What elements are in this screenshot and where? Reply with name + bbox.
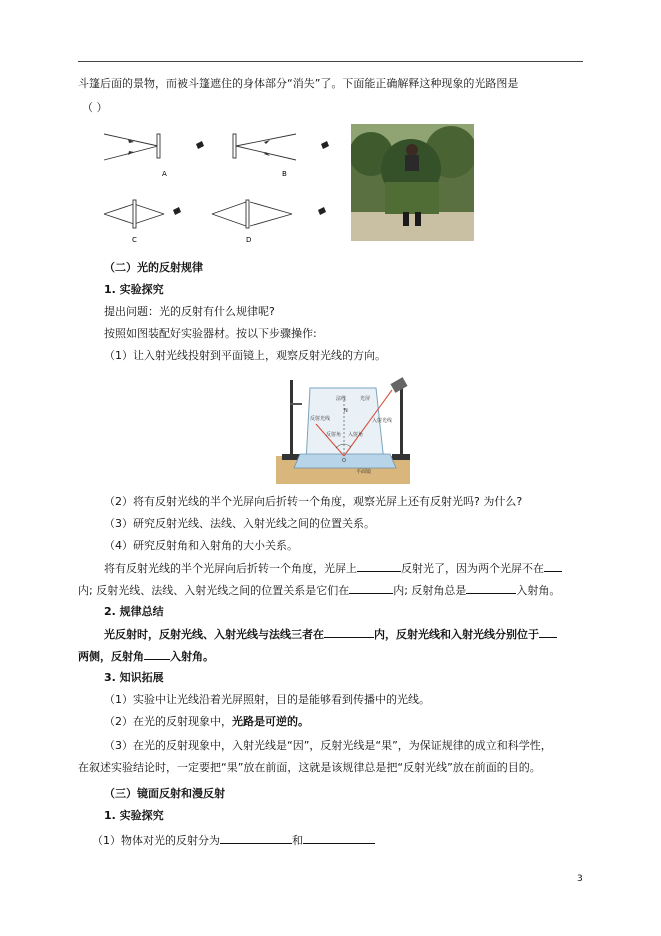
fill-text-c: 内; 反射光线、法线、入射光线之间的位置关系是它们在 bbox=[78, 584, 350, 597]
optics-ray-diagrams bbox=[96, 126, 346, 246]
label-point-n: N bbox=[344, 408, 348, 414]
section2-sub1: 1. 实验探究 bbox=[104, 283, 164, 296]
blank-1[interactable] bbox=[357, 560, 401, 572]
law-text-a: 光反射时，反射光线、入射光线与法线三者在 bbox=[104, 628, 324, 641]
fill-paragraph-line1 bbox=[104, 560, 562, 577]
ext2 bbox=[104, 714, 309, 730]
figure-label-b: B bbox=[282, 170, 287, 178]
law-text-b: 内，反射光线和入射光线分别位于 bbox=[374, 628, 539, 641]
sec3-q1 bbox=[92, 832, 375, 849]
ext2-text: （2）在光的反射现象中， bbox=[104, 715, 232, 728]
fill-text-d: 内; 反射角总是 bbox=[393, 584, 467, 597]
ext3-line1: （3）在光的反射现象中，入射光线是“因”，反射光线是“果”，为保证规律的成立和科学性， bbox=[104, 739, 552, 752]
step3: （3）研究反射光线、法线、入射光线之间的位置关系。 bbox=[104, 517, 375, 530]
section2-sub3: 3. 知识拓展 bbox=[104, 671, 164, 684]
law-text-d: 入射角。 bbox=[170, 650, 214, 663]
step1: （1）让入射光线投射到平面镜上，观察反射光线的方向。 bbox=[104, 349, 386, 362]
fill-text-e: 入射角。 bbox=[516, 584, 561, 597]
blank-8[interactable] bbox=[220, 832, 292, 844]
figure-label-a: A bbox=[162, 170, 167, 178]
label-normal: 法线 bbox=[336, 396, 347, 402]
fill-paragraph-line2 bbox=[78, 582, 560, 599]
eye-icon bbox=[173, 141, 329, 215]
section2-title: （二）光的反射规律 bbox=[104, 261, 203, 274]
figure-label-c: C bbox=[132, 236, 137, 244]
blank-4[interactable] bbox=[466, 582, 516, 594]
ext3-line2: 在叙述实验结论时，一定要把“果”放在前面，这就是该规律总是把“反射光线”放在前面的目的。 bbox=[78, 761, 541, 774]
section2-sub2: 2. 规律总结 bbox=[104, 605, 164, 618]
setup: 按照如图装配好实验器材。按以下步骤操作: bbox=[104, 327, 317, 340]
ext2-bold: 光路是可逆的。 bbox=[232, 715, 309, 728]
label-screen: 光屏 bbox=[360, 396, 371, 402]
cloak-photo bbox=[351, 124, 474, 241]
fill-text-a: 将有反射光线的半个光屏向后折转一个角度，光屏上 bbox=[104, 562, 357, 575]
sec3-q1-text-b: 和 bbox=[292, 834, 303, 847]
law-text-c: 两侧，反射角 bbox=[78, 650, 144, 663]
question: 提出问题：光的反射有什么规律呢? bbox=[104, 305, 275, 318]
intro-line: 斗篷后面的景物，而被斗篷遮住的身体部分“消失”了。下面能正确解释这种现象的光路图是 bbox=[78, 77, 519, 90]
blank-7[interactable] bbox=[144, 648, 170, 660]
blank-9[interactable] bbox=[303, 832, 375, 844]
header-rule bbox=[78, 61, 583, 62]
page-number: 3 bbox=[577, 874, 583, 884]
section3-sub1: 1. 实验探究 bbox=[104, 809, 164, 822]
section3-title: （三）镜面反射和漫反射 bbox=[104, 787, 225, 800]
figure-label-d: D bbox=[246, 236, 252, 244]
blank-5[interactable] bbox=[324, 626, 374, 638]
label-mirror: 平面镜 bbox=[356, 469, 372, 475]
label-incidence-angle: 入射角 bbox=[348, 432, 364, 438]
blank-3[interactable] bbox=[349, 582, 393, 594]
step2: （2）将有反射光线的半个光屏向后折转一个角度，观察光屏上还有反射光吗? 为什么? bbox=[104, 495, 523, 508]
law-line1 bbox=[104, 626, 557, 643]
label-reflection-angle: 反射角 bbox=[326, 432, 342, 438]
blank-2[interactable] bbox=[544, 560, 562, 572]
label-incident-ray: 入射光线 bbox=[372, 418, 393, 424]
sec3-q1-text-a: （1）物体对光的反射分为 bbox=[92, 834, 220, 847]
reflection-apparatus bbox=[276, 372, 410, 484]
fill-text-b: 反射光了，因为两个光屏不在 bbox=[401, 562, 544, 575]
label-point-o: O bbox=[342, 458, 346, 464]
answer-bracket: （ ） bbox=[82, 101, 108, 114]
label-reflected-ray: 反射光线 bbox=[310, 416, 331, 422]
step4: （4）研究反射角和入射角的大小关系。 bbox=[104, 539, 298, 552]
ext1: （1）实验中让光线沿着光屏照射，目的是能够看到传播中的光线。 bbox=[104, 693, 430, 706]
blank-6[interactable] bbox=[539, 626, 557, 638]
law-line2 bbox=[78, 648, 214, 665]
